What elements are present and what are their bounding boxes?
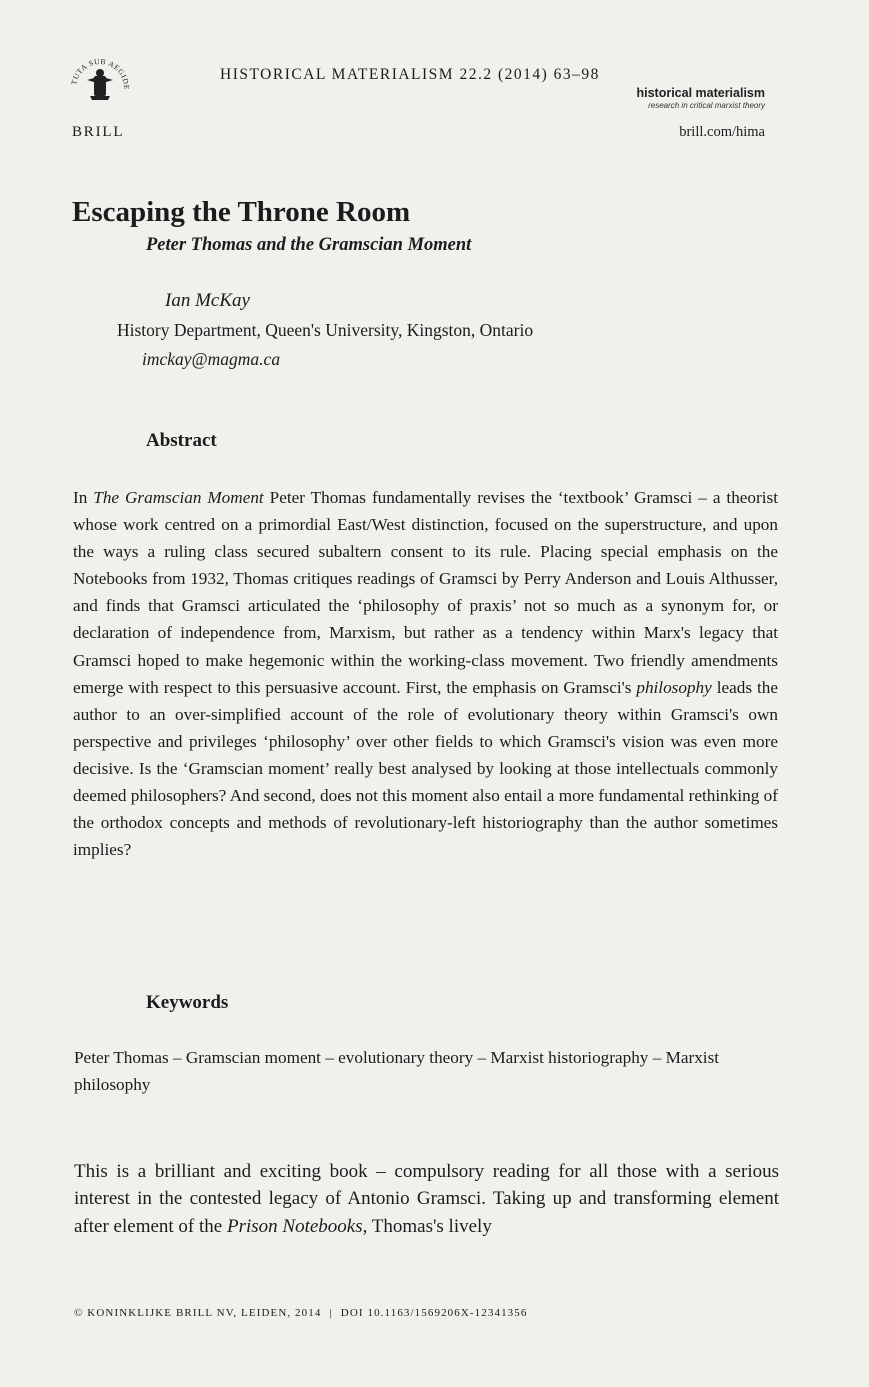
body-text-start: This is a brilliant and exciting book – compulsory reading for all those with a serious interest in the contested legacy of Antonio Gramsci. Taking up and transforming element after element of the [74, 1161, 779, 1237]
body-paragraph [74, 1158, 779, 1240]
abstract-text [73, 484, 778, 863]
footer-doi: DOI 10.1163/1569206X-12341356 [340, 1307, 528, 1319]
author-affiliation: History Department, Queen's University, Kingston, Ontario [117, 320, 534, 340]
author-name: Ian McKay [165, 290, 250, 311]
article-subtitle: Peter Thomas and the Gramscian Moment [146, 235, 472, 255]
footer-separator: | [329, 1307, 333, 1319]
body-book-title: Prison Notebooks [226, 1215, 363, 1237]
abstract-heading: Abstract [146, 430, 217, 451]
footer-copyright: © KONINKLIJKE BRILL NV, LEIDEN, 2014 [74, 1307, 322, 1319]
article-title: Escaping the Throne Room [72, 196, 411, 228]
keywords-heading: Keywords [146, 992, 229, 1013]
abstract-emphasis: philosophy [636, 677, 712, 697]
logo-motto: TUTA SUB AEGIDE [69, 56, 132, 91]
body-text-end: , Thomas's lively [362, 1215, 492, 1237]
journal-brand-title: historical materialism [636, 86, 765, 100]
journal-citation: HISTORICAL MATERIALISM 22.2 (2014) 63–98 [220, 66, 600, 83]
author-email[interactable]: imckay@magma.ca [142, 349, 281, 369]
keywords-list: Peter Thomas – Gramscian moment – evolutionary theory – Marxist historiography – Marxist philosophy [74, 1048, 720, 1094]
abstract-text-middle: Peter Thomas fundamentally revises the ‘textbook’ Gramsci – a theorist whose work centred on a primordial East/West distinction, focused on the superstructure, and upon the ways a ruling class secured subaltern consent to its rule. Placing special emphasis on the Notebooks from 1932, Thomas critiques readings of Gramsci by Perry Anderson and Louis Althusser, and finds that Gramsci articulated the ‘philosophy of praxis’ not so much as a synonym for, or declaration of independence from, Marxism, but rather as a tendency within Marx's legacy that Gramsci hoped to make hegemonic within the working-class movement. Two friendly amendments emerge with respect to this persuasive account. First, the emphasis on Gramsci's [73, 488, 778, 697]
publisher-name: BRILL [72, 124, 125, 140]
brill-logo [68, 52, 132, 116]
abstract-book-title: The Gramscian Moment [93, 488, 264, 507]
page-footer [74, 1307, 528, 1319]
journal-brand-tagline: research in critical marxist theory [648, 101, 765, 110]
abstract-text-start: In [73, 488, 94, 507]
journal-brand [636, 86, 765, 110]
journal-url[interactable]: brill.com/hima [679, 124, 765, 140]
abstract-text-end: leads the author to an over-simplified account of the role of evolutionary theory within Gramsci's own perspective and privileges ‘philosophy’ over other fields to which Gramsci's vision was even more decisive. Is the ‘Gramscian moment’ really best analysed by looking at those intellectuals commonly deemed philosophers? And second, does not this moment also entail a more fundamental rethinking of the orthodox concepts and methods of revolutionary-left historiography than the author sometimes implies? [73, 677, 778, 860]
